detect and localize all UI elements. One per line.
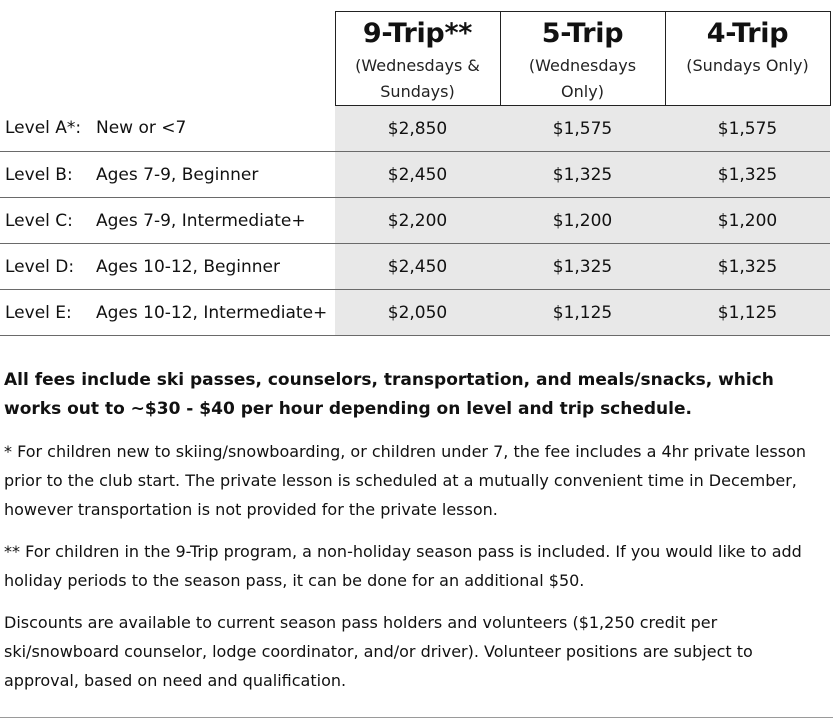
level-label: Level E: [0, 290, 90, 336]
single-asterisk-note: * For children new to skiing/snowboarding, or children under 7, the fee includes a 4hr private lesson prior to the club start. The private lesson is scheduled at a mutually convenient time in December, however transportation is not provided for the private lesson. [4, 442, 806, 519]
table-row-level-e [0, 290, 830, 336]
price-5-trip: $1,325 [500, 152, 665, 198]
price-4-trip: $1,325 [665, 244, 830, 290]
plan-header-9-trip [335, 12, 500, 106]
bottom-divider [0, 717, 833, 718]
price-4-trip: $1,325 [665, 152, 830, 198]
level-label: Level A*: [0, 106, 90, 152]
table-row-level-b [0, 152, 830, 198]
level-label: Level C: [0, 198, 90, 244]
level-description: Ages 7-9, Intermediate+ [90, 198, 335, 244]
double-asterisk-note: ** For children in the 9-Trip program, a non-holiday season pass is included. If you would like to add holiday periods to the season pass, it can be done for an additional $50. [4, 542, 802, 590]
level-description: Ages 7-9, Beginner [90, 152, 335, 198]
table-row-level-a [0, 106, 830, 152]
plan-subtitle: (Wednesdays & Sundays) [355, 56, 480, 101]
price-5-trip: $1,325 [500, 244, 665, 290]
level-description: Ages 10-12, Intermediate+ [90, 290, 335, 336]
price-9-trip: $2,450 [335, 152, 500, 198]
plan-title: 5-Trip [541, 18, 624, 49]
fees-include-note: All fees include ski passes, counselors, transportation, and meals/snacks, which works out to ~$30 - $40 per hour depending on level and trip schedule. [4, 370, 774, 419]
table-row-level-d [0, 244, 830, 290]
table-row-level-c [0, 198, 830, 244]
price-4-trip: $1,125 [665, 290, 830, 336]
plan-title: 9-Trip** [362, 18, 473, 49]
level-label: Level B: [0, 152, 90, 198]
plan-title: 4-Trip [706, 18, 789, 49]
plan-subtitle: (Sundays Only) [686, 56, 809, 75]
fee-notes [4, 366, 828, 708]
level-label: Level D: [0, 244, 90, 290]
price-5-trip: $1,200 [500, 198, 665, 244]
header-blank-cell [0, 12, 335, 106]
price-9-trip: $2,450 [335, 244, 500, 290]
plan-subtitle: (Wednesdays Only) [528, 56, 637, 101]
plan-header-row [0, 12, 830, 106]
price-9-trip: $2,850 [335, 106, 500, 152]
price-9-trip: $2,200 [335, 198, 500, 244]
price-9-trip: $2,050 [335, 290, 500, 336]
fee-table [0, 11, 831, 336]
discounts-note: Discounts are available to current season pass holders and volunteers ($1,250 credit per ski/snowboard counselor, lodge coordinator, and/or driver). Volunteer positions are subject to approval, based on need and qualification. [4, 613, 753, 690]
price-5-trip: $1,125 [500, 290, 665, 336]
price-4-trip: $1,200 [665, 198, 830, 244]
price-5-trip: $1,575 [500, 106, 665, 152]
level-description: Ages 10-12, Beginner [90, 244, 335, 290]
level-description: New or <7 [90, 106, 335, 152]
plan-header-4-trip [665, 12, 830, 106]
price-4-trip: $1,575 [665, 106, 830, 152]
plan-header-5-trip [500, 12, 665, 106]
